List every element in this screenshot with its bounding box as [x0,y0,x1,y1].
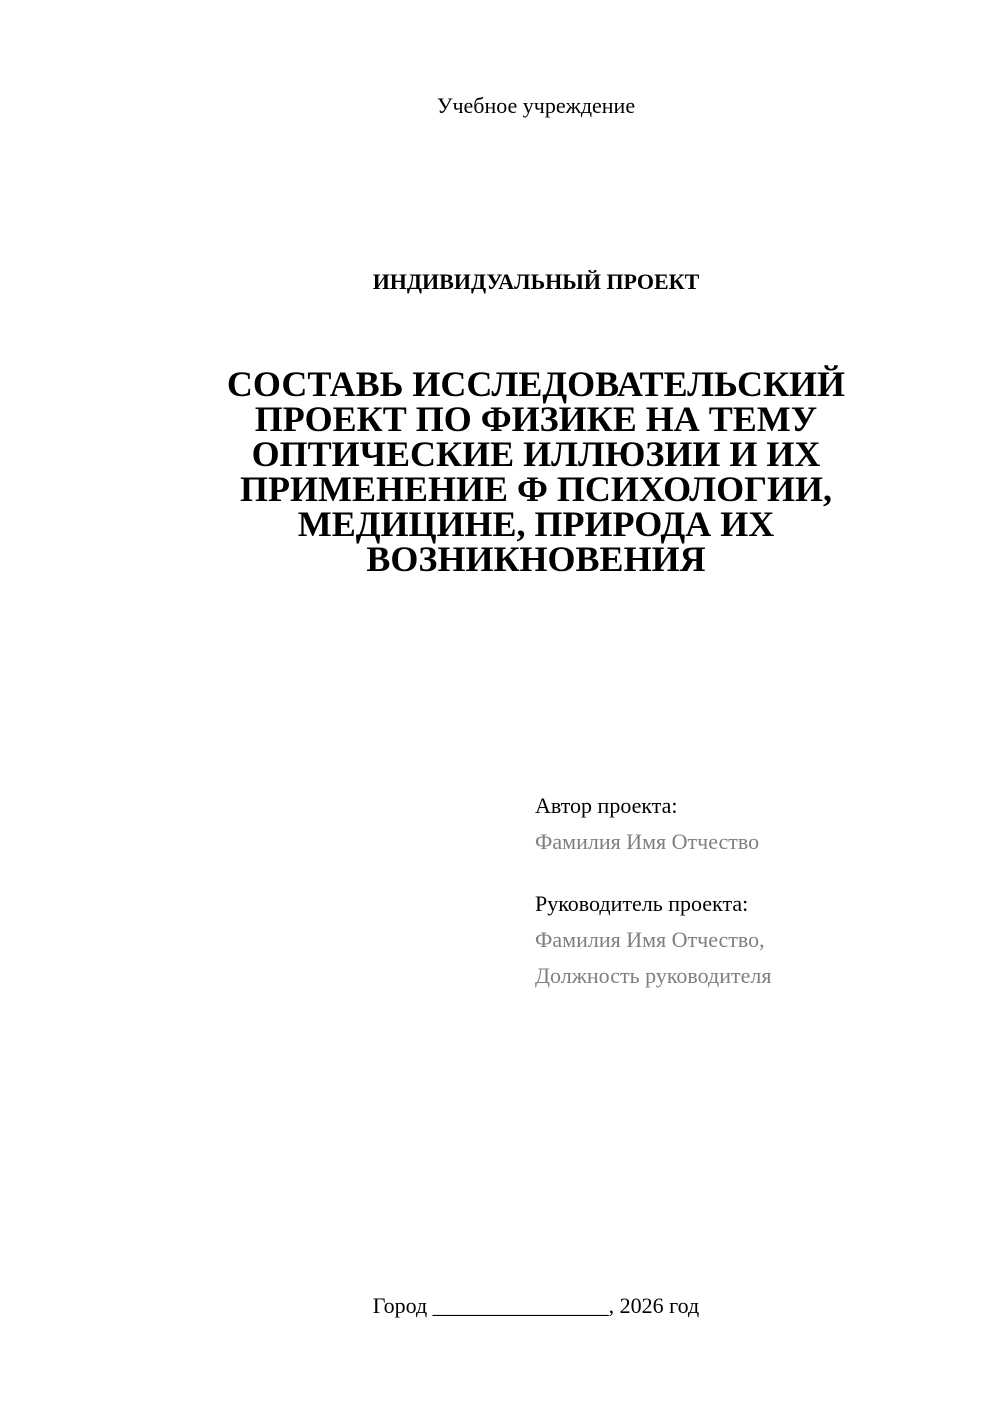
project-title-line: СОСТАВЬ ИССЛЕДОВАТЕЛЬСКИЙ [226,364,846,404]
credits-spacer [535,860,771,886]
supervisor-name: Фамилия Имя Отчество, [535,927,765,952]
project-title-line: ОПТИЧЕСКИЕ ИЛЛЮЗИИ И ИХ [251,434,821,474]
project-type-heading: ИНДИВИДУАЛЬНЫЙ ПРОЕКТ [372,269,700,294]
project-title-line: ПРОЕКТ ПО ФИЗИКЕ НА ТЕМУ [254,399,818,439]
author-name: Фамилия Имя Отчество [535,829,760,854]
author-label: Автор проекта: [535,793,678,818]
supervisor-label: Руководитель проекта: [535,891,749,916]
city-year-footer: Город ________________, 2026 год [372,1293,700,1318]
project-title-line: МЕДИЦИНЕ, ПРИРОДА ИХ [297,504,775,544]
project-credits [535,788,771,994]
supervisor-position: Должность руководителя [535,963,772,988]
institution-name: Учебное учреждение [436,93,636,118]
project-title-line: ВОЗНИКНОВЕНИЯ [366,539,706,579]
project-title [210,364,862,579]
project-title-line: ПРИМЕНЕНИЕ Ф ПСИХОЛОГИИ, [239,469,833,509]
